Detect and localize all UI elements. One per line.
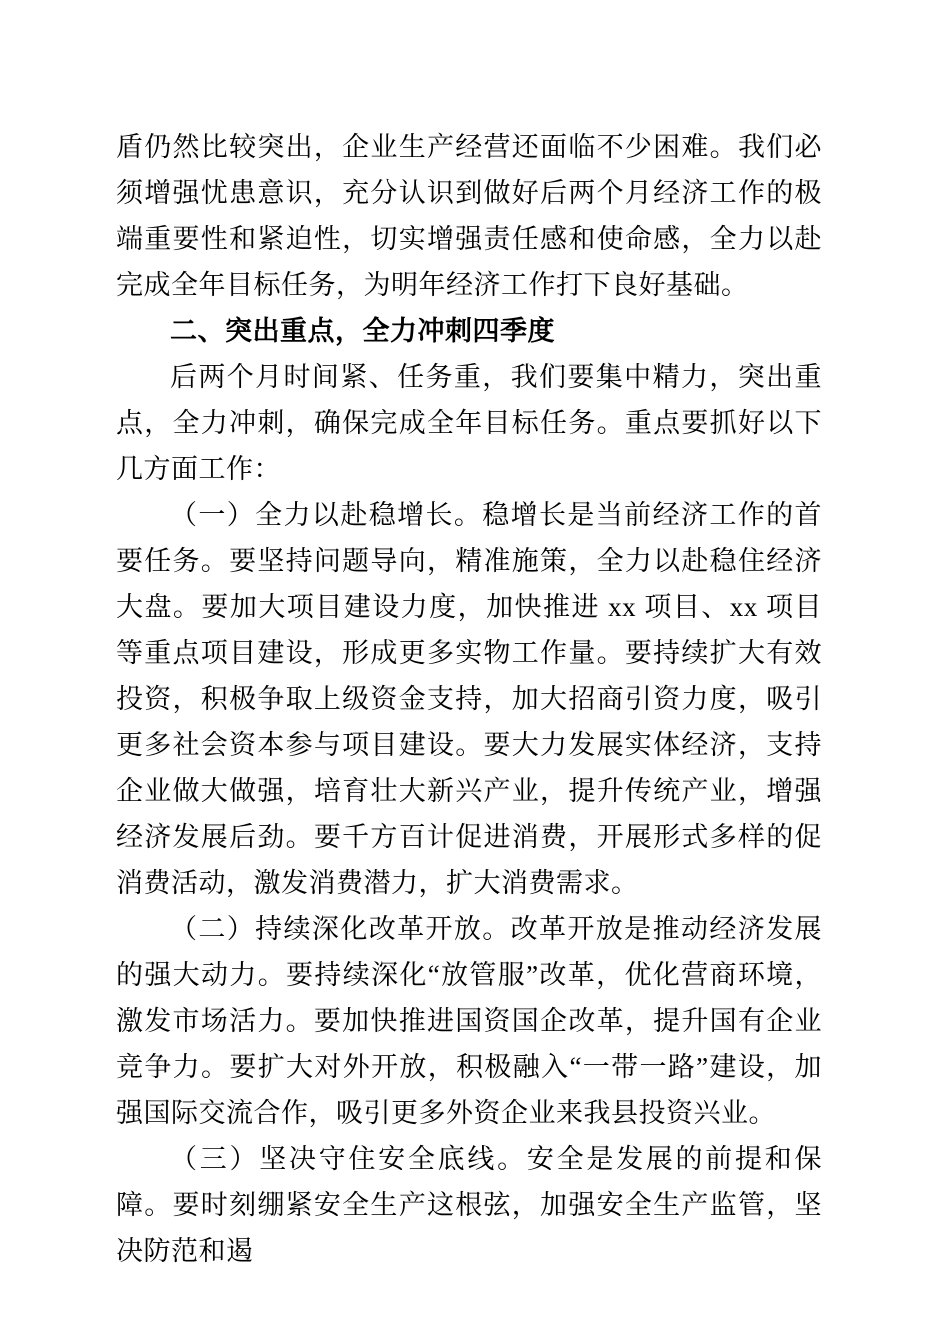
section-heading: 二、突出重点，全力冲刺四季度 bbox=[170, 316, 555, 346]
paragraph-intro: 后两个月时间紧、任务重，我们要集中精力，突出重点，全力冲刺，确保完成全年目标任务。重点要抓好以下几方面工作： bbox=[116, 362, 822, 484]
document-page bbox=[116, 124, 822, 1274]
paragraph-point-1: （一）全力以赴稳增长。稳增长是当前经济工作的首要任务。要坚持问题导向，精准施策，全力以赴稳住经济大盘。要加大项目建设力度，加快推进 xx 项目、xx 项目等重点项目建设，形成更多实物工作量。要持续扩大有效投资，积极争取上级资金支持，加大招商引资力度，吸引更多社会资本参与项目建设。要大力发展实体经济，支持企业做大做强，培育壮大新兴产业，提升传统产业，增强经济发展后劲。要千方百计促进消费，开展形式多样的促消费活动，激发消费潜力，扩大消费需求。 bbox=[116, 500, 822, 898]
paragraph-continuation: 盾仍然比较突出，企业生产经营还面临不少困难。我们必须增强忧患意识，充分认识到做好后两个月经济工作的极端重要性和紧迫性，切实增强责任感和使命感，全力以赴完成全年目标任务，为明年经济工作打下良好基础。 bbox=[116, 132, 822, 300]
paragraph-point-2: （二）持续深化改革开放。改革开放是推动经济发展的强大动力。要持续深化“放管服”改革，优化营商环境，激发市场活力。要加快推进国资国企改革，提升国有企业竞争力。要扩大对外开放，积极融入“一带一路”建设，加强国际交流合作，吸引更多外资企业来我县投资兴业。 bbox=[116, 914, 822, 1128]
paragraph-point-3: （三）坚决守住安全底线。安全是发展的前提和保障。要时刻绷紧安全生产这根弦，加强安全生产监管，坚决防范和遏 bbox=[116, 1144, 822, 1266]
